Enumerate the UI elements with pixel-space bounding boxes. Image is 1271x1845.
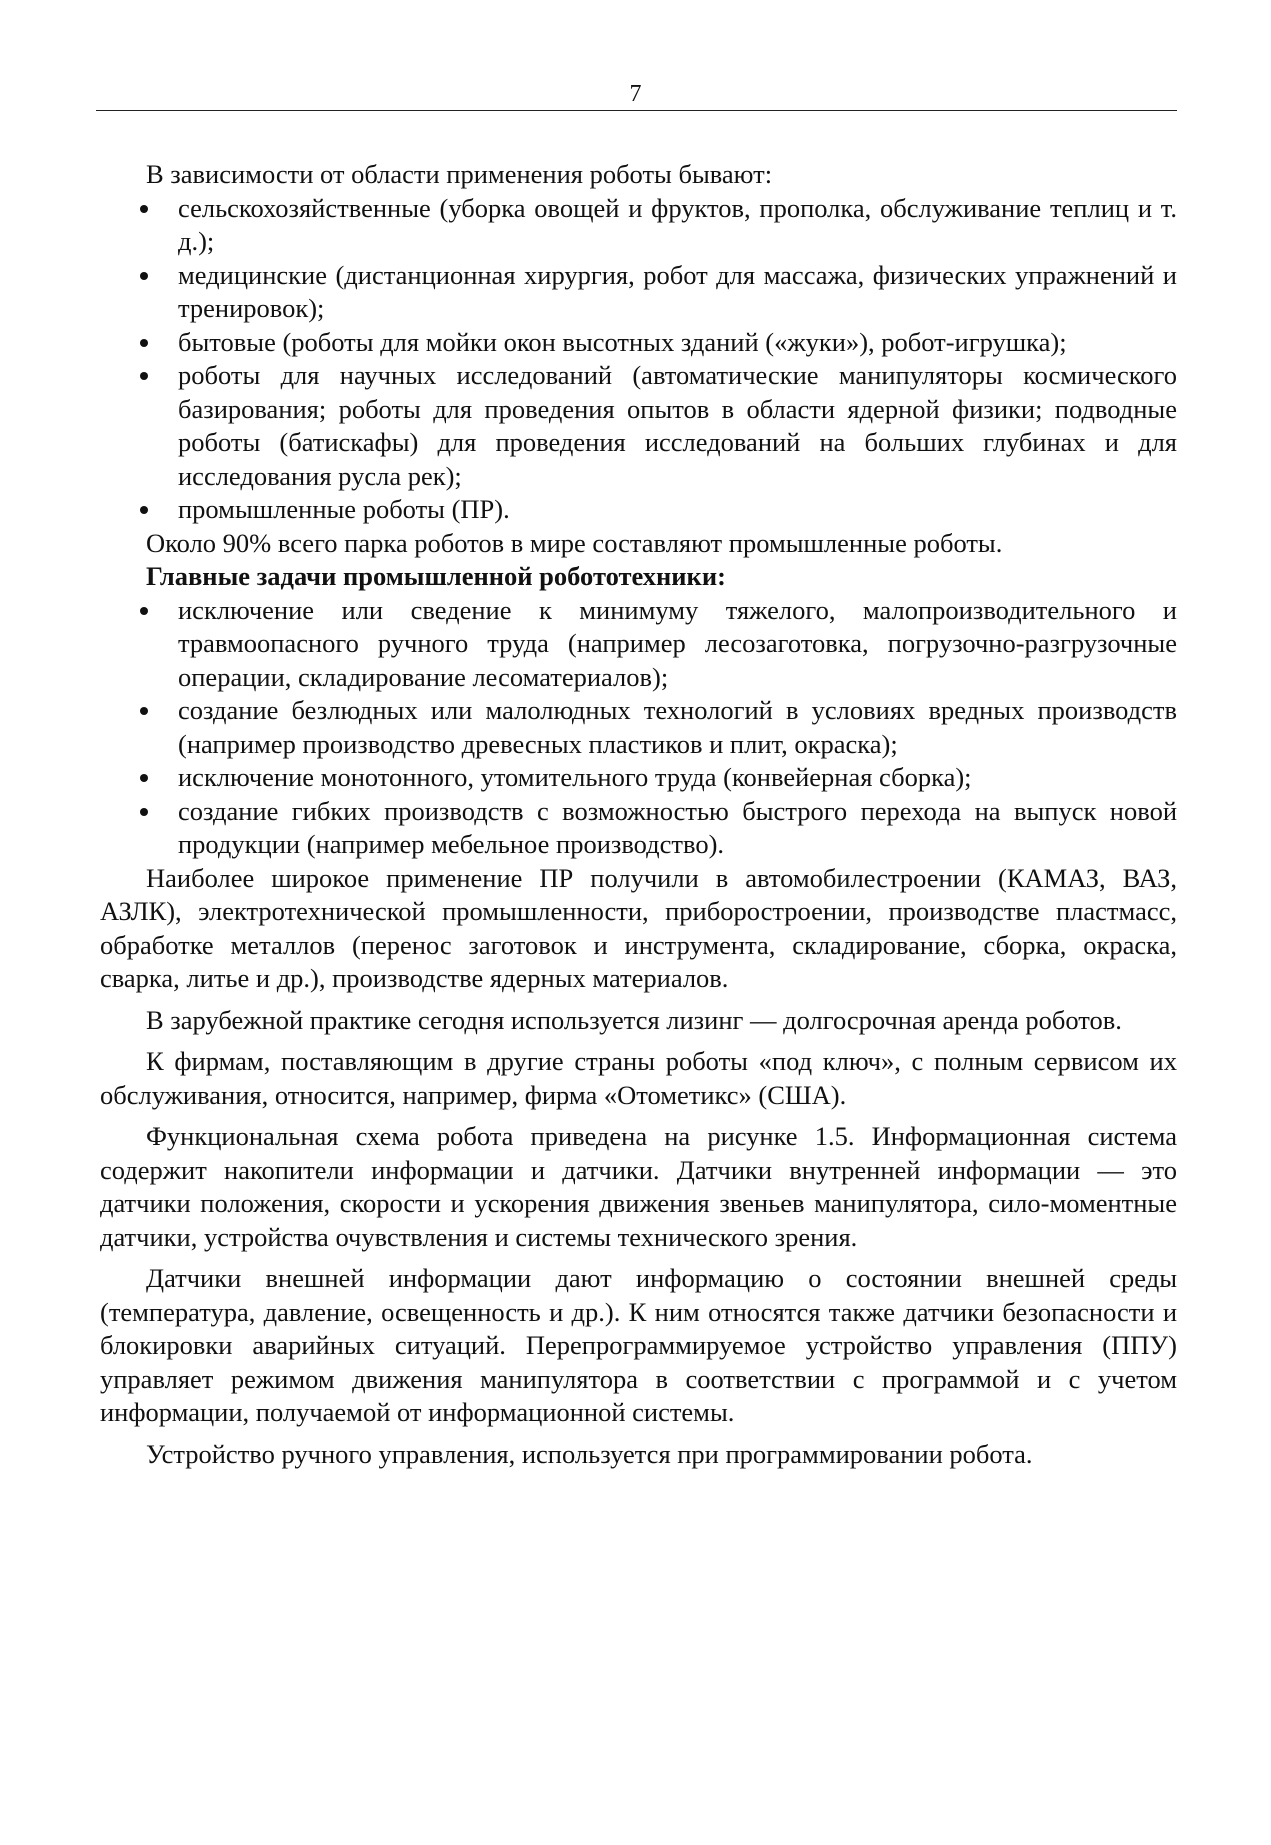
external-sensors-paragraph: Датчики внешней информации дают информацию о состоянии внешней среды (температура, давление, освещенность и др.). К ним относятся также датчики безопасности и блокировки аварийных ситуаций. Перепрограммируемое устройство управления (ППУ) управляет режимом движения манипулятора в соответствии с программой и с учетом информации, получаемой от информационной системы. — [100, 1263, 1177, 1427]
tasks-list — [100, 594, 1177, 862]
list-item: медицинские (дистанционная хирургия, робот для массажа, физических упражнений и тренировок); — [100, 259, 1177, 326]
application-types-list — [100, 192, 1177, 527]
functional-scheme-paragraph: Функциональная схема робота приведена на рисунке 1.5. Информационная система содержит накопители информации и датчики. Датчики внутренней информации — это датчики положения, скорости и ускорения движения звеньев манипулятора, сило-моментные датчики, устройства очувствления и системы технического зрения. — [100, 1121, 1177, 1252]
manual-control-paragraph: Устройство ручного управления, используется при программировании робота. — [146, 1438, 1033, 1469]
page-number: 7 — [629, 81, 642, 107]
share-paragraph: Около 90% всего парка роботов в мире составляют промышленные роботы. — [146, 527, 1003, 558]
intro-paragraph: В зависимости от области применения роботы бывают: — [146, 159, 773, 189]
list-item: создание гибких производств с возможностью быстрого перехода на выпуск новой продукции (например мебельное производство). — [100, 795, 1177, 862]
list-item: роботы для научных исследований (автоматические манипуляторы космического базирования; роботы для проведения опытов в области ядерной физики; подводные роботы (батискафы) для проведения исследований на больших глубинах и для исследования русла рек); — [100, 359, 1177, 493]
list-item: сельскохозяйственные (уборка овощей и фруктов, прополка, обслуживание теплиц и т. д.); — [100, 192, 1177, 259]
list-item: создание безлюдных или малолюдных технологий в условиях вредных производств (например производство древесных пластиков и плит, окраска); — [100, 694, 1177, 761]
header-rule — [96, 110, 1177, 111]
widest-use-paragraph: Наиболее широкое применение ПР получили в автомобилестроении (КАМАЗ, ВАЗ, АЗЛК), электротехнической промышленности, приборостроении, производстве пластмасс, обработке металлов (перенос заготовок и инструмента, складирование, сборка, окраска, сварка, литье и др.), производстве ядерных материалов. — [100, 862, 1177, 993]
list-item: промышленные роботы (ПР). — [100, 493, 1177, 527]
leasing-paragraph: В зарубежной практике сегодня используется лизинг — долгосрочная аренда роботов. — [146, 1004, 1122, 1035]
page-body — [100, 158, 1177, 1471]
turnkey-paragraph: К фирмам, поставляющим в другие страны роботы «под ключ», с полным сервисом их обслуживания, относится, например, фирма «Отометикс» (США). — [100, 1046, 1177, 1110]
list-item: исключение или сведение к минимуму тяжелого, малопроизводительного и травмоопасного ручного труда (например лесозаготовка, погрузочно-разгрузочные операции, складирование лесоматериалов); — [100, 594, 1177, 695]
tasks-heading: Главные задачи промышленной робототехники: — [146, 561, 726, 591]
list-item: исключение монотонного, утомительного труда (конвейерная сборка); — [100, 761, 1177, 795]
list-item: бытовые (роботы для мойки окон высотных зданий («жуки»), робот-игрушка); — [100, 326, 1177, 360]
